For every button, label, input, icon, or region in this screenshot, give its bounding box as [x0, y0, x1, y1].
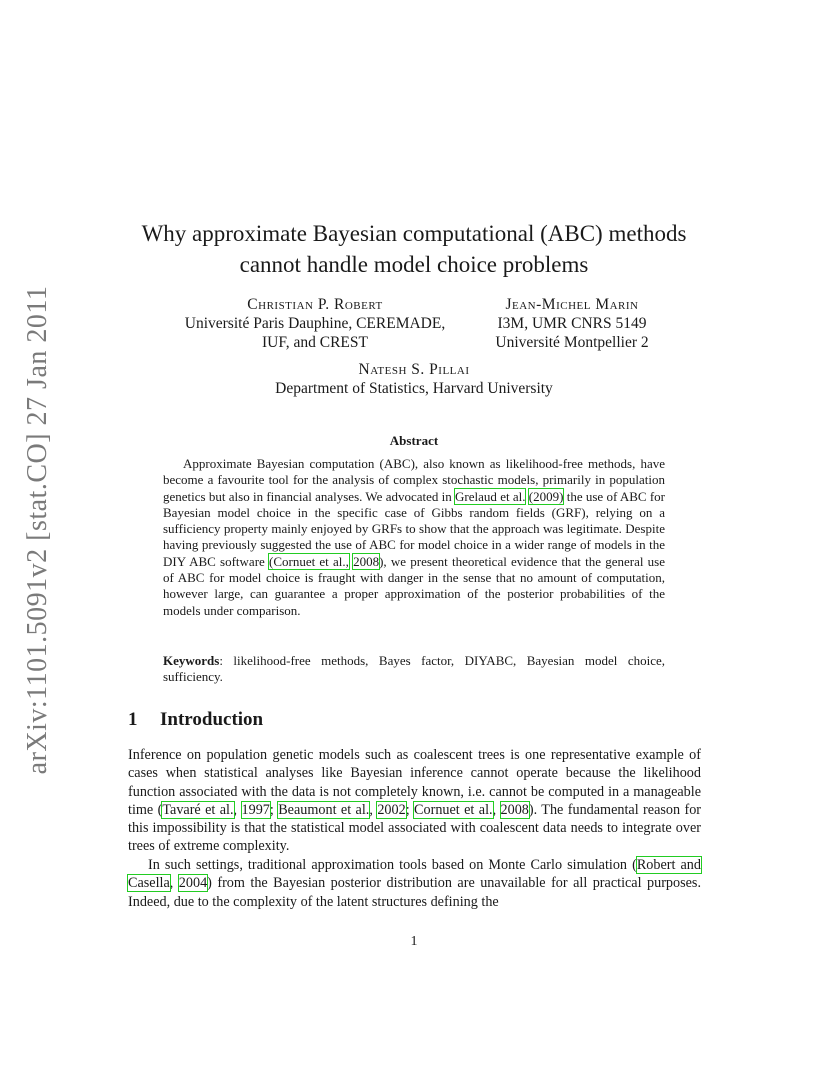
section-number: 1 — [128, 709, 138, 730]
citation-link[interactable]: 2008 — [500, 801, 529, 818]
body-text: , — [169, 875, 179, 892]
intro-paragraph-1 — [128, 746, 701, 856]
citation-link[interactable]: 2004 — [178, 875, 208, 892]
body-text: , — [233, 801, 242, 818]
author-name: Jean-Michel Marin — [505, 296, 639, 313]
keywords — [163, 653, 665, 686]
page-number: 1 — [410, 934, 418, 949]
body-text: In such settings, traditional approximation tools based on Monte Carlo simulation ( — [148, 857, 637, 873]
body-text: ) from the Bayesian posterior distribution are unavailable for all practical purposes. Indeed, due to the complexity of the latent structures defining the — [128, 875, 701, 910]
section-heading — [128, 709, 263, 731]
paper-title — [100, 218, 728, 280]
citation-link[interactable]: Tavaré et al. — [162, 801, 234, 818]
author-affiliation: Université Montpellier 2 — [495, 334, 649, 351]
abstract-heading: Abstract — [389, 433, 439, 448]
author-affiliation: Department of Statistics, Harvard University — [275, 380, 553, 397]
author-affiliation: I3M, UMR CNRS 5149 — [497, 315, 647, 332]
author-pillai — [214, 360, 614, 398]
body-text: , — [369, 801, 378, 818]
abstract-body — [163, 456, 665, 619]
body-text: ). The fundamental reason for this impossibility is that the statistical model associated with coalescent data needs to integrate over trees of extreme complexity. — [128, 801, 702, 855]
body-text: Inference on population genetic models such as coalescent trees is one representative example of cases when statistical analyses like Bayesian inference cannot operate because the likelihood function associated with the data is not completely known, i.e. cannot be computed in a manageable time ( — [128, 747, 701, 818]
intro-paragraph-2 — [128, 856, 701, 911]
body-text: , — [492, 801, 501, 818]
author-affiliation: IUF, and CREST — [262, 334, 368, 351]
abstract-text: Approximate Bayesian computation (ABC), also known as likelihood-free methods, have become a favourite tool for the analysis of complex stochastic models, primarily in population genetics but also in financial analyses. We advocated in — [163, 456, 665, 504]
citation-link[interactable]: Grelaud et al. — [455, 488, 526, 504]
citation-link[interactable]: (2009) — [528, 488, 564, 504]
body-text: ; — [405, 801, 415, 818]
body-text: ; — [269, 801, 279, 818]
author-affiliation: Université Paris Dauphine, CEREMADE, — [184, 315, 446, 332]
author-robert — [150, 295, 480, 352]
keywords-text: : likelihood-free methods, Bayes factor, DIYABC, Bayesian model choice, sufficiency. — [163, 653, 665, 685]
citation-link[interactable]: (Cornuet et al., — [269, 553, 349, 569]
author-name: Christian P. Robert — [247, 296, 383, 313]
citation-link[interactable]: Cornuet et al. — [414, 801, 493, 818]
title-line-1: Why approximate Bayesian computational (ABC) methods — [141, 221, 687, 246]
citation-link[interactable]: 2008 — [353, 553, 380, 569]
keywords-label: Keywords — [163, 653, 220, 668]
title-line-2: cannot handle model choice problems — [239, 252, 589, 277]
citation-link[interactable]: 1997 — [241, 801, 270, 818]
abstract-text: ), we present theoretical evidence that the general use of ABC for model choice is fraught with danger in the sense that no amount of computation, however large, can guarantee a proper approximation of the posterior probabilities of the models under comparison. — [163, 553, 665, 618]
citation-link[interactable]: Robert and Casella — [128, 857, 701, 892]
author-name: Natesh S. Pillai — [358, 361, 470, 378]
citation-link[interactable]: Beaumont et al. — [278, 801, 370, 818]
abstract-text: the use of ABC for Bayesian model choice in the specific case of Gibbs random fields (GRF), relying on a sufficiency property mainly enjoyed by GRFs to show that the approach was legitimate. Despite having previously suggested the use of ABC for model choice in a wider range of models in the DIY ABC software — [163, 488, 666, 569]
arxiv-identifier: arXiv:1101.5091v2 [stat.CO] 27 Jan 2011 — [22, 285, 53, 775]
section-title: Introduction — [160, 709, 264, 730]
citation-link[interactable]: 2002 — [377, 801, 406, 818]
author-marin — [472, 295, 672, 352]
